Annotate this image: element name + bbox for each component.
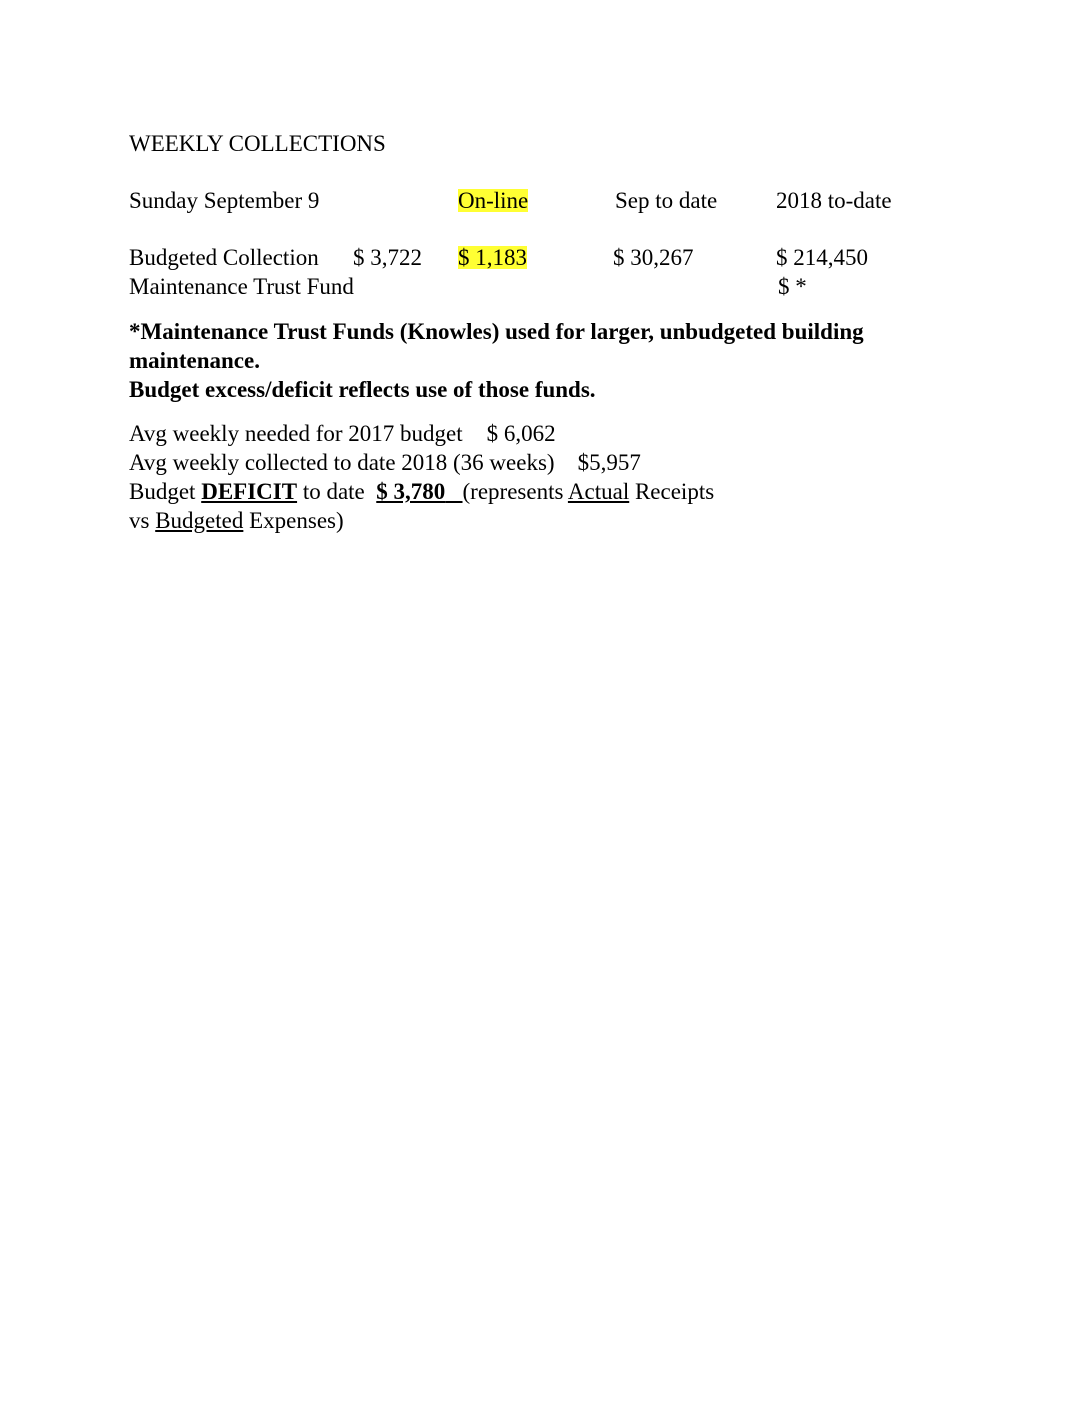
avg-needed-value: $ 6,062 — [486, 421, 556, 446]
online-column-header: On-line — [458, 188, 529, 213]
month-to-date-amount: $ 30,267 — [613, 245, 694, 270]
note-line-3: Budget excess/deficit reflects use of those funds. — [129, 377, 596, 402]
expenses-close: Expenses) — [249, 508, 344, 533]
avg-collected-value: $5,957 — [577, 450, 641, 475]
budgeted-collection-label: Budgeted Collection — [129, 245, 319, 270]
deficit-line — [129, 480, 714, 503]
avg-needed-line — [129, 422, 556, 445]
maintenance-trust-ytd: $ * — [778, 274, 807, 299]
deficit-value: $ 3,780 — [376, 479, 446, 504]
deficit-middle: to date — [302, 479, 365, 504]
actual-word: Actual — [567, 479, 630, 504]
year-to-date-header: 2018 to-date — [776, 188, 892, 213]
note-line-1: *Maintenance Trust Funds (Knowles) used for larger, unbudgeted building — [129, 319, 864, 344]
vs-word: vs — [129, 508, 150, 533]
maintenance-trust-label: Maintenance Trust Fund — [129, 274, 354, 299]
page-title: WEEKLY COLLECTIONS — [129, 131, 386, 156]
year-to-date-amount: $ 214,450 — [776, 245, 868, 270]
note-line-2: maintenance. — [129, 348, 260, 373]
deficit-word: DEFICIT — [201, 479, 298, 504]
budgeted-word: Budgeted — [155, 508, 244, 533]
avg-needed-label: Avg weekly needed for 2017 budget — [129, 421, 463, 446]
online-amount: $ 1,183 — [458, 245, 527, 270]
deficit-paren-open: (represents — [462, 479, 564, 504]
receipts-word: Receipts — [634, 479, 715, 504]
budgeted-collection-amount: $ 3,722 — [353, 245, 422, 270]
date-label: Sunday September 9 — [129, 188, 320, 213]
deficit-prefix: Budget — [129, 479, 196, 504]
deficit-line-continued — [129, 509, 344, 532]
avg-collected-line — [129, 451, 641, 474]
avg-collected-label: Avg weekly collected to date 2018 (36 weeks) — [129, 450, 555, 475]
month-to-date-header: Sep to date — [615, 188, 718, 213]
